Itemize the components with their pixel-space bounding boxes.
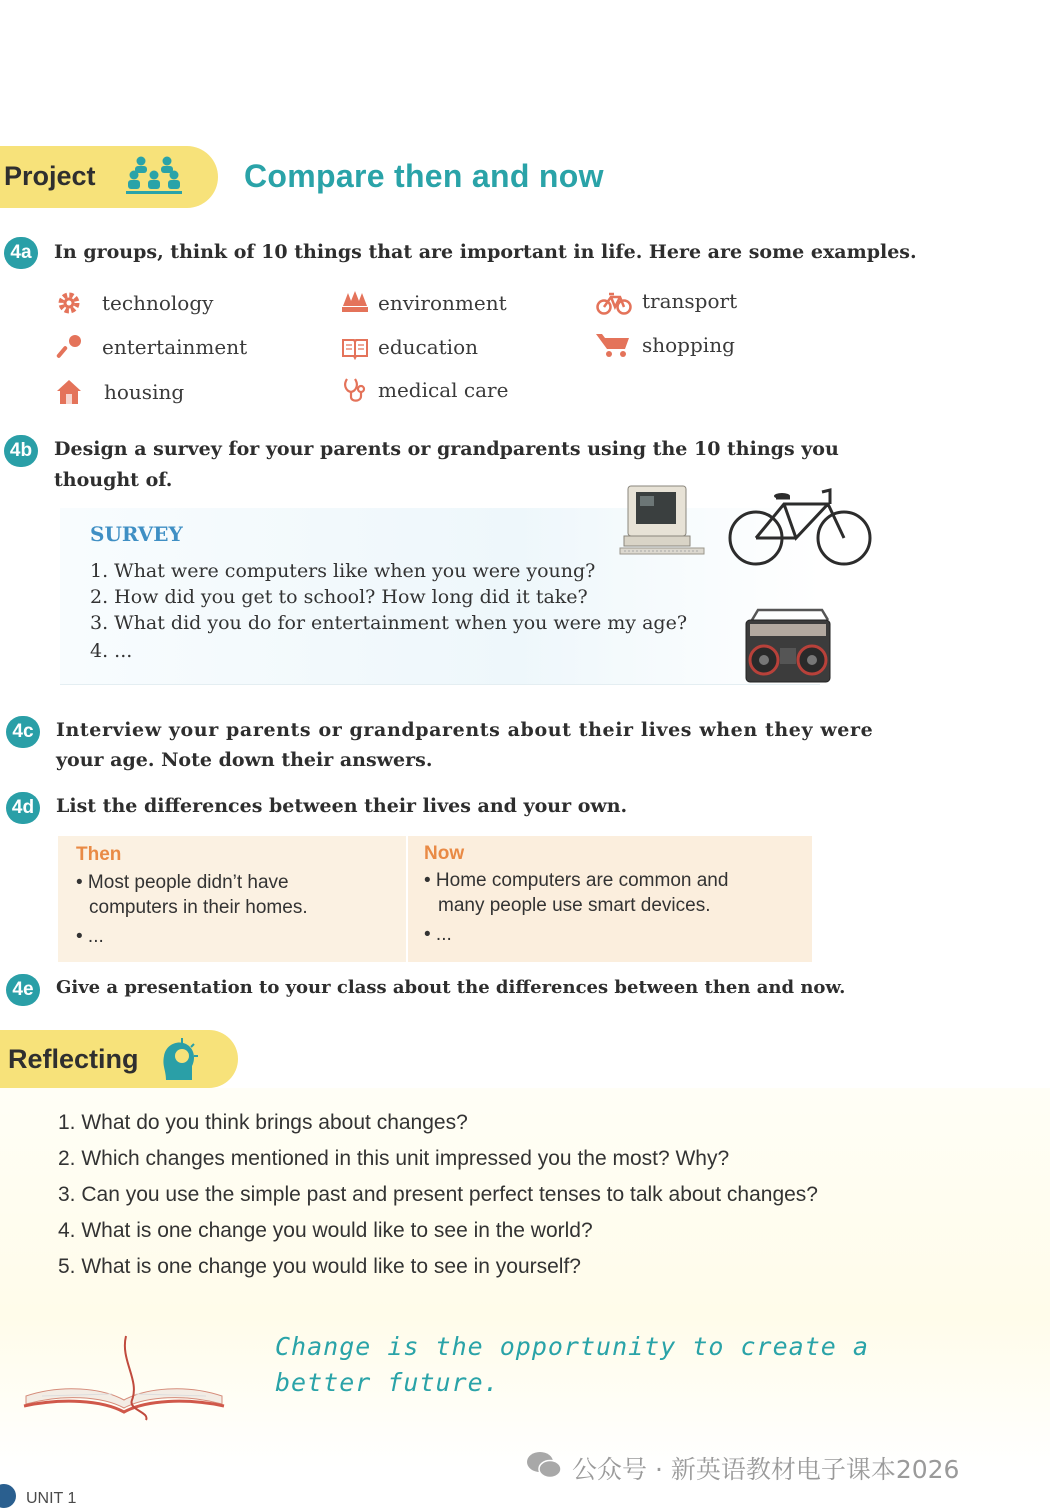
bicycle-icon — [596, 288, 632, 314]
page-title: Compare then and now — [244, 158, 604, 194]
then-item-cont: computers in their homes. — [89, 897, 308, 918]
trees-icon — [342, 290, 368, 316]
topic-transport — [596, 288, 737, 314]
topic-label: medical care — [378, 378, 509, 402]
now-heading: Now — [424, 843, 465, 864]
topic-environment — [342, 290, 507, 316]
lightbulb-head-icon — [160, 1036, 202, 1086]
topic-technology — [56, 290, 213, 316]
step-4d-badge: 4d — [6, 792, 40, 824]
unit-marker — [0, 1484, 16, 1508]
step-4a-badge: 4a — [4, 237, 38, 269]
reflecting-label: Reflecting — [8, 1044, 139, 1074]
open-book-image — [22, 1330, 226, 1426]
cart-icon — [596, 332, 630, 358]
boombox-image — [742, 606, 834, 690]
wechat-icon — [526, 1450, 562, 1486]
topic-label: transport — [642, 289, 738, 313]
house-icon — [56, 379, 82, 405]
reflecting-question: 1. What do you think brings about changes? — [58, 1111, 468, 1134]
topic-housing — [56, 379, 184, 405]
step-4e-badge: 4e — [6, 974, 40, 1006]
step-4b-line1: Design a survey for your parents or grandparents using the 10 things you — [54, 438, 839, 460]
old-computer-image — [618, 482, 710, 570]
step-4e-text: Give a presentation to your class about the differences between then and now. — [56, 977, 846, 998]
topic-entertainment — [56, 334, 247, 360]
topic-education — [342, 334, 478, 360]
topic-label: housing — [104, 380, 185, 404]
book-icon — [342, 334, 368, 360]
reflecting-question: 5. What is one change you would like to see in yourself? — [58, 1255, 581, 1278]
gear-icon — [56, 290, 82, 316]
reflecting-question: 2. Which changes mentioned in this unit impressed you the most? Why? — [58, 1147, 730, 1170]
watermark — [526, 1450, 959, 1486]
project-label: Project — [4, 161, 96, 191]
topic-label: entertainment — [102, 335, 248, 359]
survey-question: 2. How did you get to school? How long did it take? — [90, 586, 588, 608]
now-more: • ... — [424, 924, 452, 945]
microphone-icon — [56, 334, 82, 360]
step-4c-line1: Interview your parents or grandparents about their lives when they were — [56, 719, 874, 741]
now-item-cont: many people use smart devices. — [438, 895, 711, 916]
step-4c-badge: 4c — [6, 716, 40, 748]
then-more: • ... — [76, 926, 104, 947]
stethoscope-icon — [342, 377, 368, 403]
survey-title: SURVEY — [90, 522, 183, 546]
step-4a-text: In groups, think of 10 things that are important in life. Here are some examples. — [54, 241, 917, 263]
survey-question: 3. What did you do for entertainment when you were my age? — [90, 612, 688, 634]
step-4b-badge: 4b — [4, 435, 38, 467]
step-4b-line2: thought of. — [54, 469, 173, 491]
survey-question: 4. ... — [90, 640, 133, 662]
watermark-text: 公众号 · 新英语教材电子课本2026 — [572, 1455, 960, 1484]
bicycle-image — [726, 482, 876, 576]
topic-label: shopping — [642, 333, 735, 357]
quote-line1: Change is the opportunity to create a — [275, 1332, 869, 1361]
quote-line2: better future. — [275, 1368, 500, 1397]
reflecting-question: 3. Can you use the simple past and present perfect tenses to talk about changes? — [58, 1183, 818, 1206]
survey-question: 1. What were computers like when you were young? — [90, 560, 596, 582]
topic-shopping — [596, 332, 735, 358]
then-item: • Most people didn’t have — [76, 872, 289, 893]
topic-label: technology — [102, 291, 214, 315]
topic-medical-care — [342, 377, 508, 403]
footer-unit-label: UNIT 1 — [26, 1490, 77, 1507]
reflecting-question: 4. What is one change you would like to see in the world? — [58, 1219, 593, 1242]
now-item: • Home computers are common and — [424, 870, 729, 891]
topic-label: environment — [378, 291, 507, 315]
topic-label: education — [378, 335, 478, 359]
step-4d-text: List the differences between their lives and your own. — [56, 795, 628, 817]
step-4c-line2: your age. Note down their answers. — [56, 749, 433, 771]
then-heading: Then — [76, 844, 122, 865]
group-icon — [126, 155, 182, 201]
